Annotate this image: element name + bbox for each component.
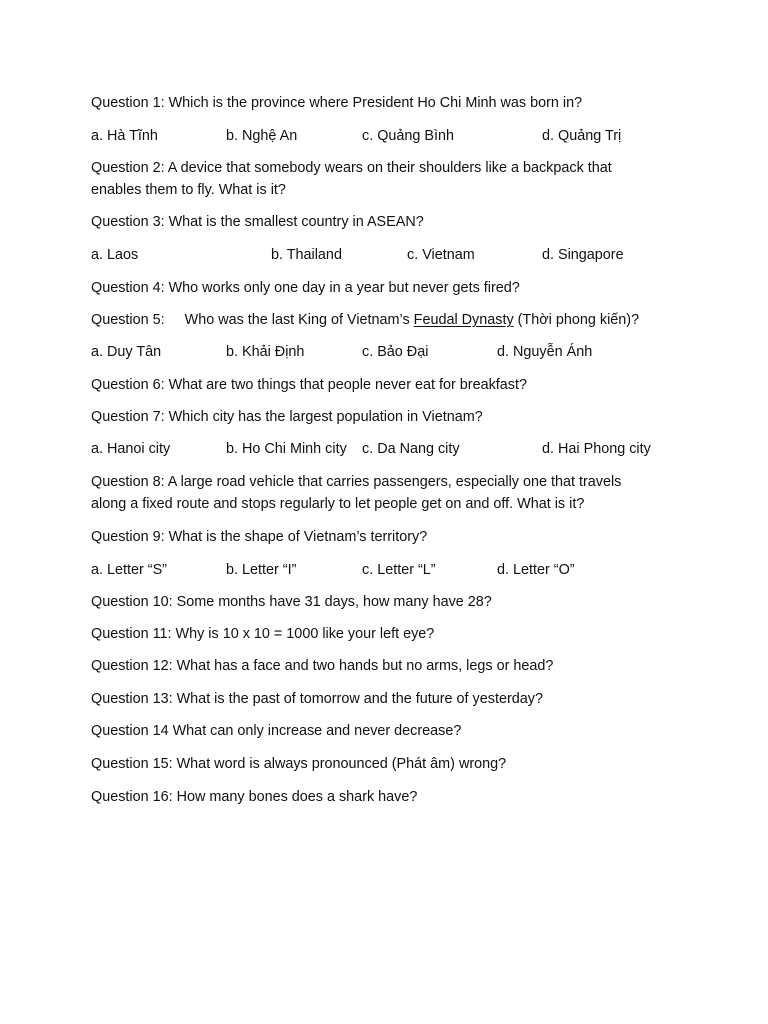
question-3: Question 3: What is the smallest country in ASEAN? bbox=[91, 214, 424, 230]
question-5-text-post: (Thời phong kiến)? bbox=[513, 312, 640, 328]
question-8-line-2: along a fixed route and stops regularly to let people get on and off. What is it? bbox=[91, 496, 585, 512]
question-1: Question 1: Which is the province where President Ho Chi Minh was born in? bbox=[91, 95, 583, 111]
question-5-text-pre: Who was the last King of Vietnam’s bbox=[184, 312, 414, 328]
question-6: Question 6: What are two things that people never eat for breakfast? bbox=[91, 377, 527, 393]
q5-option-d: d. Nguyễn Ánh bbox=[497, 344, 593, 360]
q5-option-b: b. Khải Định bbox=[226, 344, 305, 360]
question-5-underlined-term: Feudal Dynasty bbox=[413, 312, 514, 328]
q1-option-c: c. Quảng Bình bbox=[362, 128, 455, 144]
q7-option-d: d. Hai Phong city bbox=[542, 441, 651, 457]
q9-option-d: d. Letter “O” bbox=[497, 562, 575, 578]
question-15: Question 15: What word is always pronounced (Phát âm) wrong? bbox=[91, 756, 507, 772]
question-10: Question 10: Some months have 31 days, how many have 28? bbox=[91, 594, 492, 610]
q1-option-d: d. Quảng Trị bbox=[542, 128, 622, 144]
question-12: Question 12: What has a face and two hands but no arms, legs or head? bbox=[91, 658, 554, 674]
q9-option-a: a. Letter “S” bbox=[91, 562, 167, 578]
question-8-line-1: Question 8: A large road vehicle that carries passengers, especially one that travels bbox=[91, 474, 622, 490]
q9-option-b: b. Letter “I” bbox=[226, 562, 297, 578]
q7-option-c: c. Da Nang city bbox=[362, 441, 460, 457]
question-14: Question 14 What can only increase and never decrease? bbox=[91, 723, 462, 739]
q3-option-a: a. Laos bbox=[91, 247, 139, 263]
q3-option-b: b. Thailand bbox=[271, 247, 342, 263]
q3-option-c: c. Vietnam bbox=[407, 247, 475, 263]
q3-option-d: d. Singapore bbox=[542, 247, 624, 263]
question-2-line-2: enables them to fly. What is it? bbox=[91, 182, 286, 198]
question-4: Question 4: Who works only one day in a year but never gets fired? bbox=[91, 280, 520, 296]
question-11: Question 11: Why is 10 x 10 = 1000 like your left eye? bbox=[91, 626, 435, 642]
q7-option-a: a. Hanoi city bbox=[91, 441, 171, 457]
question-5-label: Question 5: bbox=[91, 312, 165, 328]
question-13: Question 13: What is the past of tomorrow and the future of yesterday? bbox=[91, 691, 543, 707]
q9-option-c: c. Letter “L” bbox=[362, 562, 436, 578]
question-2-line-1: Question 2: A device that somebody wears on their shoulders like a backpack that bbox=[91, 160, 612, 176]
question-9: Question 9: What is the shape of Vietnam’s territory? bbox=[91, 529, 428, 545]
q1-option-a: a. Hà Tĩnh bbox=[91, 128, 158, 144]
question-5 bbox=[91, 311, 639, 329]
q5-option-a: a. Duy Tân bbox=[91, 344, 162, 360]
q5-option-c: c. Bảo Đại bbox=[362, 344, 429, 360]
q7-option-b: b. Ho Chi Minh city bbox=[226, 441, 347, 457]
question-7: Question 7: Which city has the largest population in Vietnam? bbox=[91, 409, 483, 425]
question-16: Question 16: How many bones does a shark have? bbox=[91, 789, 418, 805]
q1-option-b: b. Nghệ An bbox=[226, 128, 298, 144]
